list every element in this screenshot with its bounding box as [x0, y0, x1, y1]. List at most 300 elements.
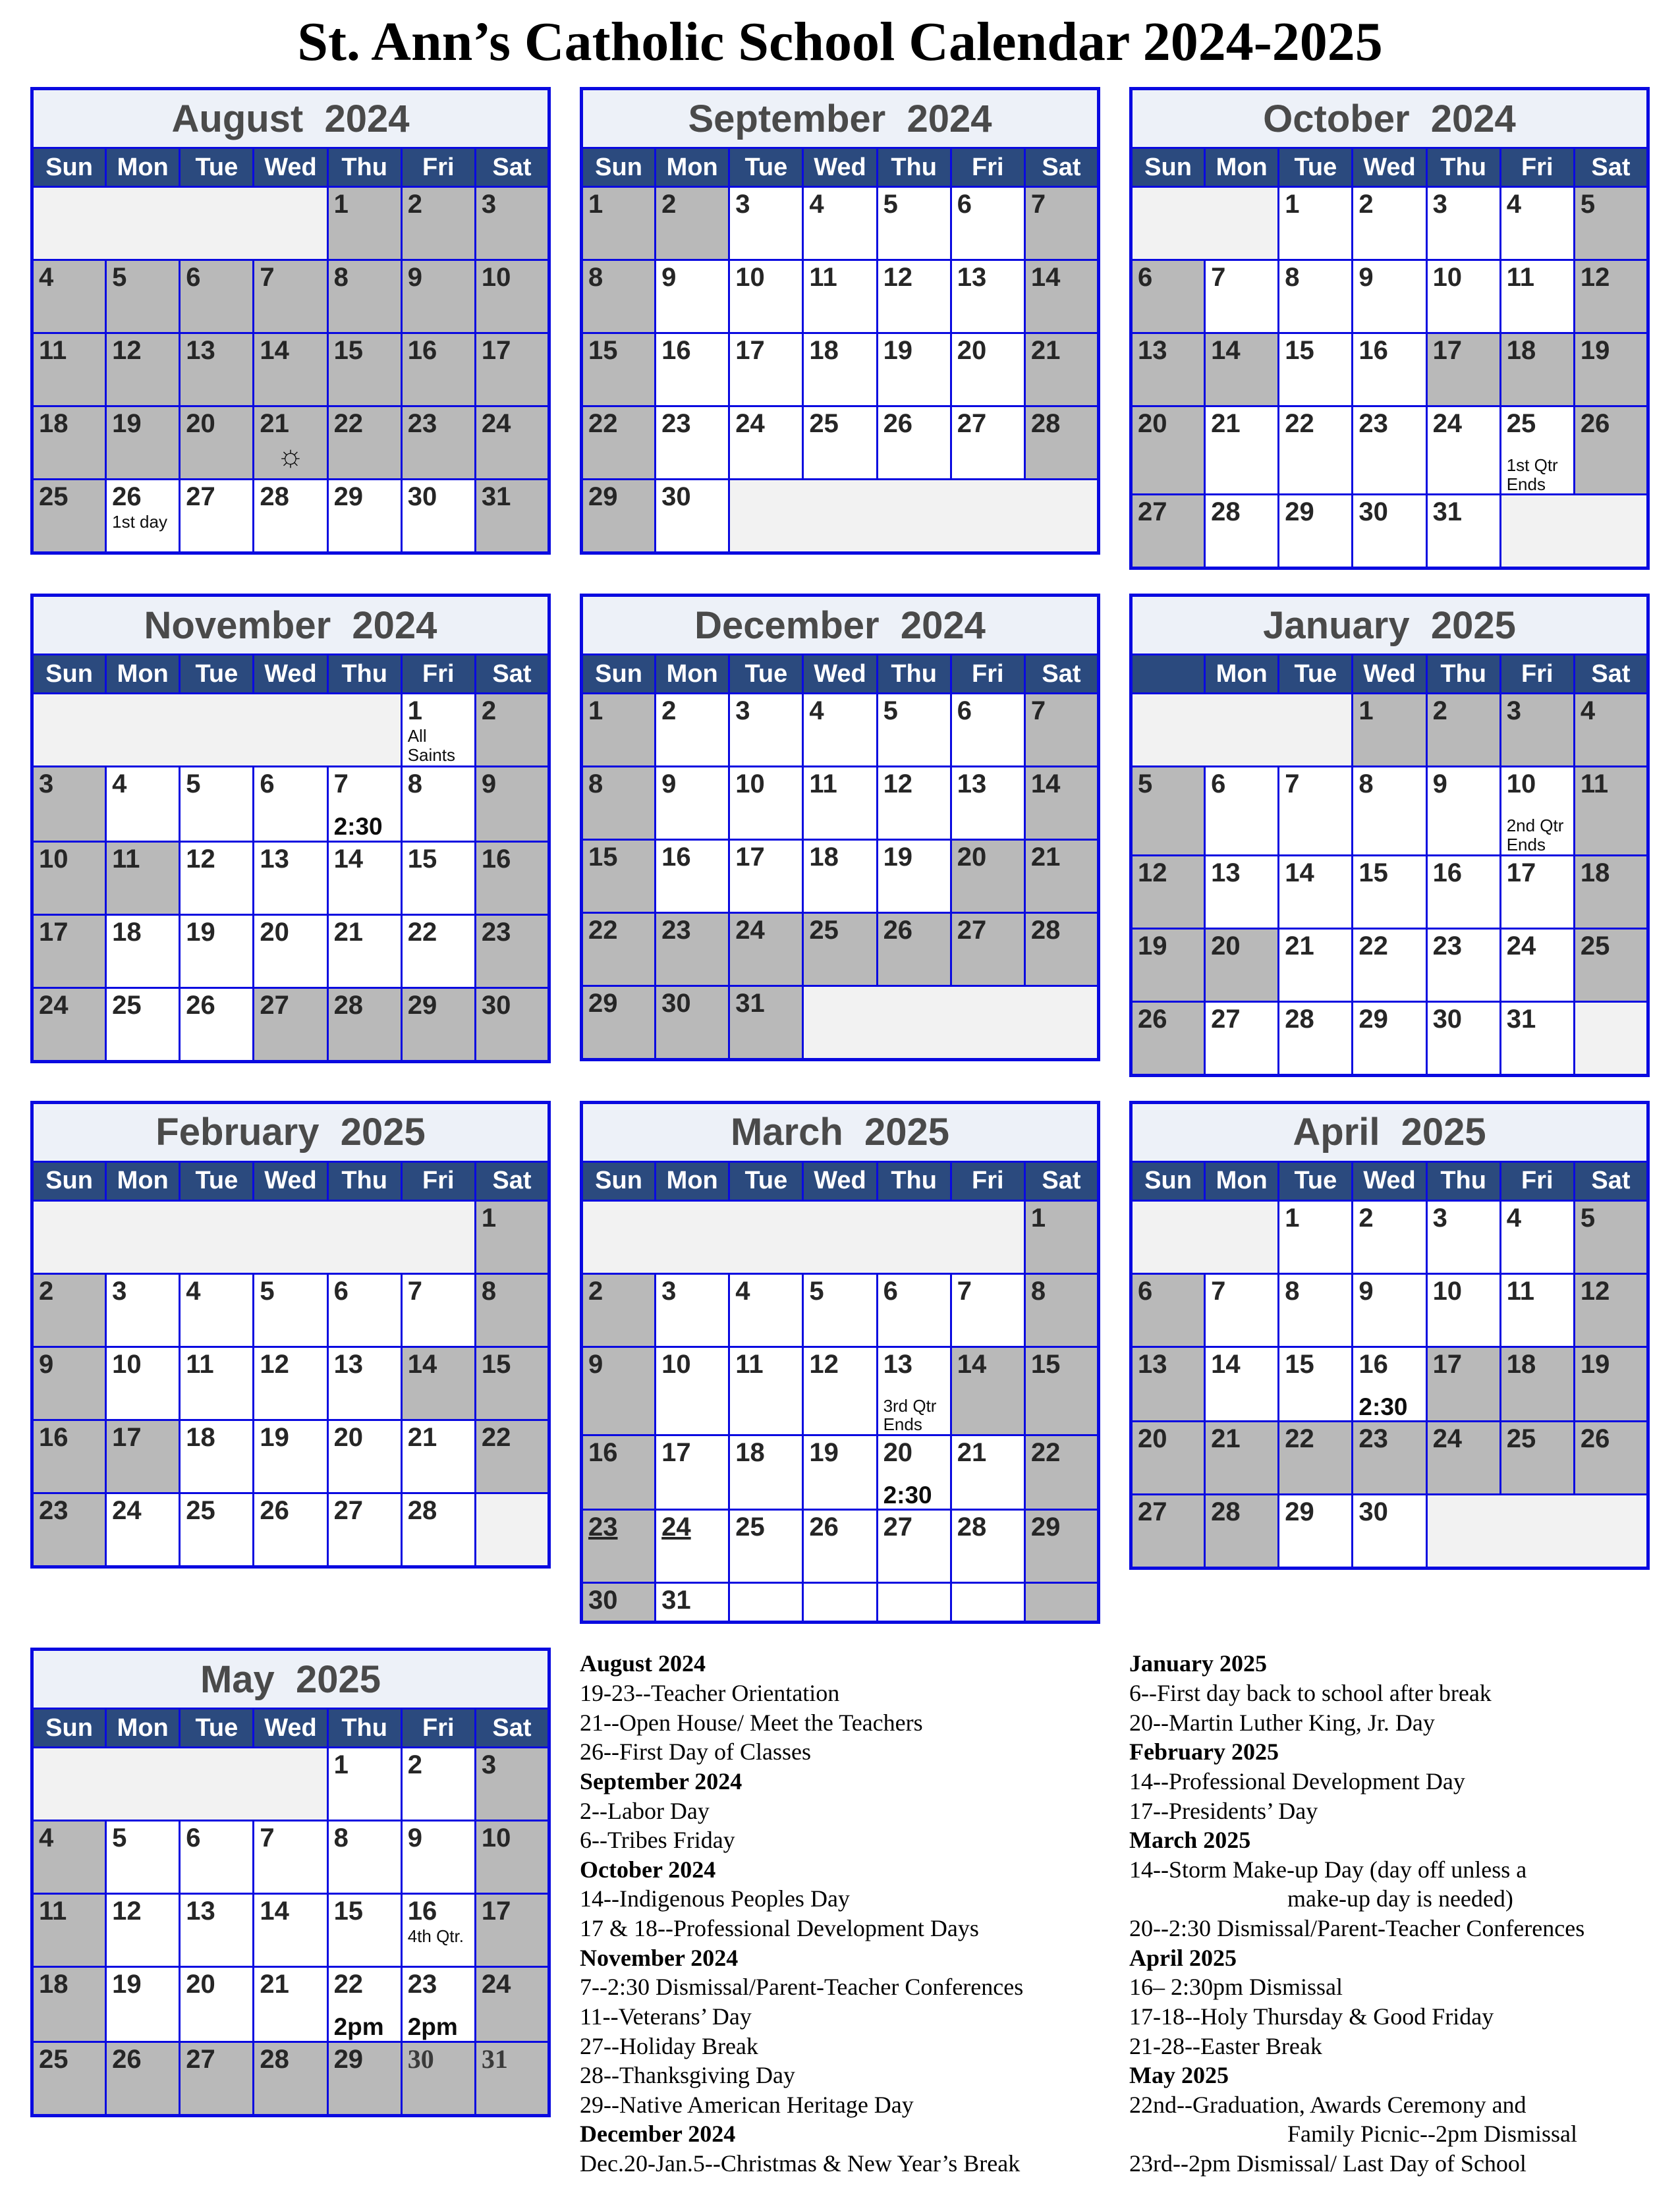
- day-cell: [32, 842, 106, 915]
- day-number: 14: [1030, 263, 1061, 292]
- month-title: May 2025: [32, 1650, 549, 1709]
- day-header-wed: Wed: [254, 1161, 327, 1200]
- day-number: 5: [112, 263, 127, 292]
- day-cell: [1131, 495, 1205, 569]
- day-cell: [475, 988, 549, 1062]
- day-number: 23: [39, 1495, 69, 1525]
- note-line: 7--2:30 Dismissal/Parent-Teacher Conferences: [580, 1974, 1024, 2001]
- day-note: 2nd Qtr Ends: [1506, 816, 1564, 854]
- day-cell: [254, 1967, 327, 2042]
- day-cell: [327, 988, 401, 1062]
- day-number: 29: [588, 989, 618, 1018]
- day-cell: [582, 480, 656, 553]
- day-cell: [1279, 1495, 1353, 1569]
- day-number: 19: [112, 1970, 142, 1999]
- day-note: 4th Qtr.: [407, 1926, 464, 1947]
- day-cell: [254, 767, 327, 842]
- day-number: 28: [260, 482, 289, 512]
- day-header-tue: Tue: [1279, 148, 1353, 187]
- day-number: 17: [735, 843, 765, 872]
- note-line: make-up day is needed): [1287, 1885, 1513, 1912]
- day-cell: [254, 1821, 327, 1894]
- day-number: 6: [333, 1276, 349, 1306]
- may-calendar-slot: [30, 1648, 551, 2117]
- day-cell: [803, 1510, 877, 1583]
- day-cell: [475, 694, 549, 767]
- day-number: 3: [481, 1750, 497, 1780]
- day-number: 10: [481, 1823, 511, 1853]
- day-note: 2:30: [333, 813, 383, 841]
- day-header-tue: Tue: [180, 1161, 254, 1200]
- day-number: 12: [112, 1897, 142, 1926]
- day-header-empty: [1131, 655, 1205, 694]
- day-cell: [1353, 1200, 1426, 1273]
- day-cell: [582, 913, 656, 986]
- day-number: 20: [1138, 1424, 1167, 1454]
- day-number: 6: [186, 263, 201, 292]
- day-cell: [1426, 406, 1500, 495]
- day-cell: [106, 1347, 180, 1420]
- day-number: 2: [588, 1276, 603, 1306]
- month-title: January 2025: [1131, 596, 1648, 655]
- day-header-mon: Mon: [656, 148, 729, 187]
- day-cell: [106, 2042, 180, 2116]
- day-cell: [1426, 928, 1500, 1001]
- day-cell: [582, 1510, 656, 1583]
- day-number: 11: [809, 769, 837, 799]
- month-title: September 2024: [582, 89, 1099, 148]
- day-cell: [106, 406, 180, 480]
- note-line: March 2025: [1129, 1827, 1251, 1854]
- day-number: 25: [1506, 1424, 1536, 1454]
- day-cell: [1500, 694, 1574, 767]
- day-cell: [877, 767, 951, 840]
- day-note: 2:30: [1358, 1393, 1408, 1420]
- day-cell: [1574, 767, 1648, 855]
- day-number: 9: [1358, 1276, 1374, 1306]
- day-cell: [180, 1821, 254, 1894]
- day-cell: [401, 767, 475, 842]
- day-number: 6: [957, 190, 972, 219]
- day-number: 22: [333, 409, 364, 439]
- note-line: 14--Storm Make-up Day (day off unless a: [1129, 1856, 1527, 1883]
- day-number: 17: [1432, 1349, 1463, 1379]
- day-number: 8: [333, 263, 349, 292]
- day-header-thu: Thu: [327, 655, 401, 694]
- day-number: 24: [481, 1970, 511, 1999]
- day-cell: [475, 915, 549, 988]
- day-number: 2: [407, 190, 422, 219]
- day-cell: [180, 1493, 254, 1567]
- day-header-sat: Sat: [1574, 148, 1648, 187]
- day-cell: [1205, 767, 1279, 855]
- day-cell: [1205, 1347, 1279, 1422]
- day-number: 23: [1358, 1424, 1388, 1454]
- day-number: 25: [1506, 409, 1536, 439]
- day-cell: [1024, 767, 1098, 840]
- day-cell: [1426, 260, 1500, 333]
- day-cell: [32, 915, 106, 988]
- day-number: 17: [112, 1422, 142, 1452]
- day-cell: [951, 333, 1024, 406]
- day-number: 17: [1432, 336, 1463, 366]
- day-cell: [877, 1435, 951, 1510]
- blank-cell: [877, 1583, 951, 1623]
- day-number: 14: [1285, 858, 1314, 887]
- day-cell: [803, 1435, 877, 1510]
- day-cell: [1500, 1273, 1574, 1347]
- day-cell: [401, 988, 475, 1062]
- day-number: 29: [333, 2045, 364, 2074]
- day-header-sat: Sat: [1024, 1161, 1098, 1200]
- day-cell: [582, 1435, 656, 1510]
- day-note: 2:30: [883, 1481, 932, 1509]
- day-cell: [1353, 1422, 1426, 1495]
- day-header-fri: Fri: [1500, 655, 1574, 694]
- day-number: 21: [407, 1422, 437, 1452]
- day-number: 8: [1285, 1276, 1300, 1306]
- note-line: October 2024: [580, 1856, 716, 1883]
- day-number: 17: [39, 918, 69, 947]
- day-cell: [1279, 1001, 1353, 1075]
- day-cell: [106, 767, 180, 842]
- day-cell: [1353, 187, 1426, 260]
- day-number: 10: [1506, 769, 1536, 799]
- day-number: 16: [661, 336, 691, 366]
- day-cell: [877, 260, 951, 333]
- day-cell: [803, 913, 877, 986]
- day-number: 16: [1358, 1349, 1388, 1379]
- day-number: 13: [1138, 1349, 1167, 1379]
- day-cell: [401, 333, 475, 406]
- day-number: 27: [186, 482, 215, 512]
- day-number: 17: [481, 336, 511, 366]
- day-number: 24: [481, 409, 511, 439]
- day-number: 20: [186, 409, 215, 439]
- day-number: 23: [661, 409, 691, 439]
- day-cell: [1500, 260, 1574, 333]
- day-header-mon: Mon: [106, 655, 180, 694]
- day-header-wed: Wed: [254, 655, 327, 694]
- day-cell: [1500, 1347, 1574, 1422]
- day-cell: [1353, 855, 1426, 928]
- day-number: 15: [333, 336, 364, 366]
- day-cell: [180, 1273, 254, 1347]
- day-number: 3: [1432, 1203, 1447, 1233]
- day-cell: [803, 187, 877, 260]
- day-cell: [32, 2042, 106, 2116]
- day-number: 1: [1285, 190, 1300, 219]
- day-number: 8: [1030, 1276, 1046, 1306]
- note-line: February 2025: [1129, 1738, 1279, 1766]
- month-calendar-february-2025: [30, 1101, 551, 1569]
- sun-icon: ☼: [276, 438, 305, 473]
- day-cell: [254, 333, 327, 406]
- day-number: 4: [809, 190, 824, 219]
- month-title: December 2024: [582, 596, 1099, 655]
- day-number: 21: [1211, 1424, 1241, 1454]
- day-number: 8: [333, 1823, 349, 1853]
- day-cell: [1024, 333, 1098, 406]
- day-number: 27: [333, 1495, 364, 1525]
- day-number: 19: [112, 409, 142, 439]
- day-number: 26: [1138, 1004, 1167, 1034]
- day-header-thu: Thu: [327, 1709, 401, 1748]
- day-header-sat: Sat: [1024, 148, 1098, 187]
- day-number: 9: [661, 263, 677, 292]
- note-line: 21--Open House/ Meet the Teachers: [580, 1709, 923, 1736]
- note-line: December 2024: [580, 2121, 736, 2148]
- day-cell: [254, 988, 327, 1062]
- day-number: 22: [481, 1422, 511, 1452]
- day-cell: [475, 842, 549, 915]
- day-cell: [877, 187, 951, 260]
- day-cell: [401, 1748, 475, 1821]
- day-header-sun: Sun: [1131, 148, 1205, 187]
- day-number: 14: [957, 1349, 987, 1379]
- day-cell: [656, 840, 729, 913]
- day-cell: [32, 767, 106, 842]
- day-cell: [180, 2042, 254, 2116]
- day-number: 2: [1358, 190, 1374, 219]
- day-note: 2pm: [333, 2013, 384, 2041]
- day-number: 15: [407, 845, 437, 874]
- day-cell: [1205, 260, 1279, 333]
- day-number: 16: [407, 1897, 437, 1926]
- day-cell: [951, 1510, 1024, 1583]
- day-cell: [1574, 1273, 1648, 1347]
- day-number: 7: [407, 1276, 422, 1306]
- day-number: 25: [112, 991, 142, 1020]
- day-number: 4: [1506, 190, 1521, 219]
- day-number: 16: [481, 845, 511, 874]
- day-header-sun: Sun: [32, 148, 106, 187]
- day-number: 7: [260, 263, 275, 292]
- day-number: 20: [260, 918, 289, 947]
- day-number: 3: [735, 190, 750, 219]
- day-number: 17: [1506, 858, 1536, 887]
- day-number: 27: [1138, 1497, 1167, 1527]
- day-number: 15: [588, 843, 618, 872]
- day-cell: [327, 915, 401, 988]
- day-number: 20: [1211, 931, 1241, 960]
- day-number: 26: [883, 409, 913, 439]
- day-cell: [729, 260, 803, 333]
- day-number: 1: [333, 1750, 349, 1780]
- day-cell: [729, 333, 803, 406]
- day-cell: [254, 915, 327, 988]
- day-number: 25: [809, 409, 839, 439]
- day-cell: [1500, 406, 1574, 495]
- day-number: 13: [1211, 858, 1241, 887]
- day-header-sat: Sat: [1574, 1161, 1648, 1200]
- day-cell: [1205, 855, 1279, 928]
- day-header-sun: Sun: [582, 655, 656, 694]
- day-cell: [401, 480, 475, 553]
- day-cell: [1024, 1200, 1098, 1273]
- day-cell: [1353, 928, 1426, 1001]
- day-cell: [32, 1347, 106, 1420]
- day-cell: [401, 915, 475, 988]
- day-cell: [1426, 1422, 1500, 1495]
- day-cell: [656, 913, 729, 986]
- day-cell: [180, 1967, 254, 2042]
- day-cell: [254, 2042, 327, 2116]
- note-line: August 2024: [580, 1650, 706, 1677]
- day-number: 11: [186, 1349, 214, 1379]
- day-cell: [106, 260, 180, 333]
- day-header-thu: Thu: [877, 1161, 951, 1200]
- day-number: 26: [1580, 409, 1610, 439]
- day-header-sun: Sun: [32, 1161, 106, 1200]
- day-cell: [475, 2042, 549, 2116]
- day-cell: [1353, 333, 1426, 406]
- day-header-sun: Sun: [32, 1709, 106, 1748]
- day-cell: [1279, 495, 1353, 569]
- day-number: 15: [333, 1897, 364, 1926]
- day-number: 19: [186, 918, 215, 947]
- day-number: 31: [735, 989, 765, 1018]
- day-number: 11: [1506, 263, 1534, 292]
- day-number: 6: [957, 696, 972, 726]
- day-cell: [877, 913, 951, 986]
- day-number: 16: [661, 843, 691, 872]
- day-cell: [106, 915, 180, 988]
- day-number: 12: [112, 336, 142, 366]
- day-cell: [1205, 495, 1279, 569]
- day-number: 31: [1432, 497, 1463, 527]
- day-cell: [475, 187, 549, 260]
- day-number: 1: [1030, 1203, 1046, 1233]
- note-line: 20--2:30 Dismissal/Parent-Teacher Conferences: [1129, 1915, 1585, 1942]
- day-header-wed: Wed: [803, 1161, 877, 1200]
- day-number: 18: [1506, 336, 1536, 366]
- day-cell: [1279, 767, 1353, 855]
- day-cell: [32, 480, 106, 553]
- day-number: 11: [735, 1349, 764, 1379]
- day-number: 9: [661, 769, 677, 799]
- day-cell: [729, 694, 803, 767]
- day-number: 29: [333, 482, 364, 512]
- day-cell: [180, 1420, 254, 1493]
- note-line: May 2025: [1129, 2062, 1229, 2089]
- day-cell: [582, 260, 656, 333]
- day-number: 12: [883, 263, 913, 292]
- calendar-row-3: [30, 1101, 1650, 1625]
- day-number: 15: [1285, 1349, 1314, 1379]
- day-cell: [32, 333, 106, 406]
- day-header-mon: Mon: [106, 148, 180, 187]
- day-cell: [475, 1748, 549, 1821]
- day-number: 29: [407, 991, 437, 1020]
- day-header-wed: Wed: [1353, 1161, 1426, 1200]
- day-cell: [1279, 1273, 1353, 1347]
- day-number: 7: [1030, 190, 1046, 219]
- day-cell: [1500, 333, 1574, 406]
- day-number: 22: [1285, 1424, 1314, 1454]
- day-cell: [475, 406, 549, 480]
- day-cell: [729, 986, 803, 1060]
- day-number: 9: [481, 769, 497, 799]
- day-number: 3: [39, 769, 54, 799]
- day-number: 3: [1506, 696, 1521, 726]
- day-cell: [1353, 1347, 1426, 1422]
- day-cell: [1500, 1200, 1574, 1273]
- day-cell: [582, 840, 656, 913]
- month-title: March 2025: [582, 1102, 1099, 1161]
- day-cell: [1279, 855, 1353, 928]
- day-cell: [729, 1510, 803, 1583]
- day-cell: [1574, 260, 1648, 333]
- day-cell: [1574, 928, 1648, 1001]
- day-cell: [401, 1347, 475, 1420]
- day-number: 23: [407, 1970, 437, 1999]
- day-cell: [401, 1967, 475, 2042]
- day-header-tue: Tue: [729, 148, 803, 187]
- day-header-sat: Sat: [475, 655, 549, 694]
- day-cell: [475, 1967, 549, 2042]
- day-cell: [1205, 333, 1279, 406]
- day-number: 23: [1432, 931, 1463, 960]
- day-number: 10: [1432, 263, 1463, 292]
- day-cell: [1024, 260, 1098, 333]
- day-number: 26: [186, 991, 215, 1020]
- day-header-mon: Mon: [1205, 655, 1279, 694]
- day-number: 18: [1506, 1349, 1536, 1379]
- day-header-wed: Wed: [1353, 655, 1426, 694]
- day-cell: [729, 406, 803, 480]
- note-line: 19-23--Teacher Orientation: [580, 1680, 840, 1707]
- day-cell: [327, 1347, 401, 1420]
- day-number: 13: [957, 769, 987, 799]
- day-cell: [951, 406, 1024, 480]
- day-header-sun: Sun: [1131, 1161, 1205, 1200]
- day-cell: [951, 1347, 1024, 1435]
- day-number: 4: [1506, 1203, 1521, 1233]
- bottom-row: [30, 1648, 1650, 2178]
- day-header-mon: Mon: [656, 655, 729, 694]
- day-cell: [32, 988, 106, 1062]
- day-number: 16: [1358, 336, 1388, 366]
- day-number: 4: [39, 1823, 54, 1853]
- day-cell: [475, 1347, 549, 1420]
- day-number: 1: [407, 696, 422, 726]
- day-cell: [401, 406, 475, 480]
- day-cell: [106, 1967, 180, 2042]
- day-number: 11: [809, 263, 837, 292]
- day-number: 29: [1285, 497, 1314, 527]
- day-cell: [1426, 1347, 1500, 1422]
- day-cell: [729, 767, 803, 840]
- day-cell: [1131, 855, 1205, 928]
- day-cell: [401, 842, 475, 915]
- day-number: 27: [186, 2045, 215, 2074]
- day-number: 4: [186, 1276, 201, 1306]
- day-number: 25: [186, 1495, 215, 1525]
- day-cell: [327, 1894, 401, 1967]
- day-number: 21: [260, 409, 289, 439]
- day-number: 2: [481, 696, 497, 726]
- day-cell: [1131, 767, 1205, 855]
- day-number: 30: [481, 991, 511, 1020]
- day-number: 16: [39, 1422, 69, 1452]
- day-cell: [180, 988, 254, 1062]
- day-header-mon: Mon: [656, 1161, 729, 1200]
- day-number: 26: [112, 482, 142, 512]
- note-line: 17--Presidents’ Day: [1129, 1797, 1318, 1824]
- day-cell: [1205, 406, 1279, 495]
- day-cell: [582, 187, 656, 260]
